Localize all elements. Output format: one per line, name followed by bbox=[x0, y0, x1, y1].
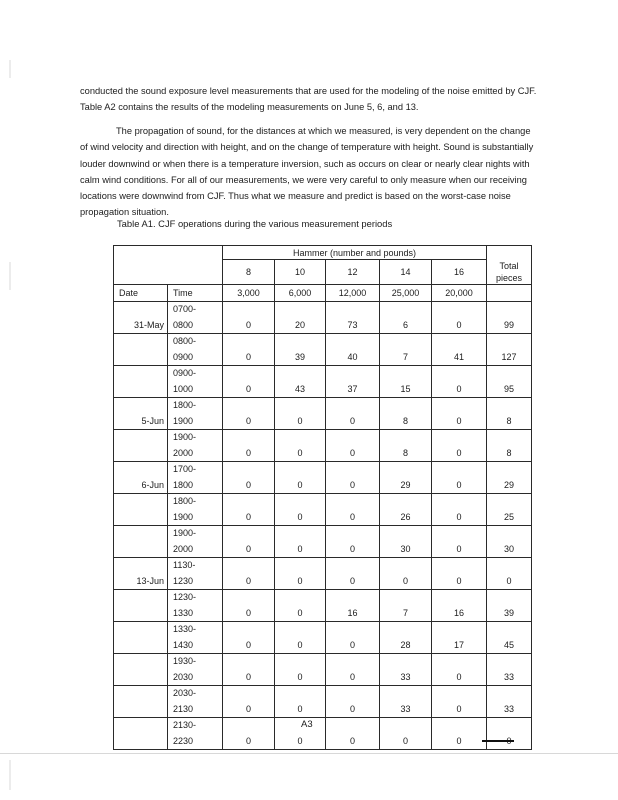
value-cell-spacer bbox=[326, 429, 380, 445]
table-row bbox=[114, 637, 532, 653]
value-cell: 0 bbox=[432, 317, 487, 333]
date-cell: 6-Jun bbox=[114, 477, 168, 493]
date-cell bbox=[114, 557, 168, 573]
value-cell-spacer bbox=[380, 461, 432, 477]
date-cell bbox=[114, 445, 168, 461]
value-cell-spacer bbox=[487, 589, 532, 605]
value-cell-spacer bbox=[326, 525, 380, 541]
hammer-number-header: 16 bbox=[432, 260, 487, 285]
value-cell-spacer bbox=[380, 333, 432, 349]
time-end-cell: 2130 bbox=[168, 701, 223, 717]
scan-edge-line bbox=[0, 753, 618, 754]
value-cell: 0 bbox=[326, 477, 380, 493]
table-row bbox=[114, 493, 532, 509]
value-cell-spacer bbox=[275, 429, 326, 445]
value-cell-spacer bbox=[380, 525, 432, 541]
body-paragraph-1: conducted the sound exposure level measurements that are used for the modeling of the noise emitted by CJF. Table A2 contains the results of the modeling measurements on June 5, 6, and 13. bbox=[80, 86, 537, 113]
header-empty-cell bbox=[114, 246, 223, 285]
value-cell-spacer bbox=[432, 301, 487, 317]
value-cell: 0 bbox=[275, 701, 326, 717]
value-cell-spacer bbox=[326, 365, 380, 381]
time-start-cell: 1800- bbox=[168, 493, 223, 509]
value-cell: 0 bbox=[380, 573, 432, 589]
value-cell-spacer bbox=[326, 653, 380, 669]
value-cell-spacer bbox=[487, 493, 532, 509]
value-cell-spacer bbox=[326, 333, 380, 349]
table-row bbox=[114, 733, 532, 749]
value-cell: 0 bbox=[223, 509, 275, 525]
value-cell-spacer bbox=[275, 461, 326, 477]
hammer-pounds-header: 6,000 bbox=[275, 285, 326, 302]
value-cell-spacer bbox=[223, 493, 275, 509]
date-cell bbox=[114, 509, 168, 525]
total-cell: 99 bbox=[487, 317, 532, 333]
total-cell: 33 bbox=[487, 701, 532, 717]
total-cell: 39 bbox=[487, 605, 532, 621]
value-cell: 0 bbox=[275, 605, 326, 621]
value-cell-spacer bbox=[275, 621, 326, 637]
time-end-cell: 1230 bbox=[168, 573, 223, 589]
time-end-cell: 2230 bbox=[168, 733, 223, 749]
table-row bbox=[114, 477, 532, 493]
value-cell: 0 bbox=[275, 637, 326, 653]
scan-artifact bbox=[9, 760, 11, 790]
value-cell-spacer bbox=[380, 493, 432, 509]
value-cell: 30 bbox=[380, 541, 432, 557]
value-cell: 20 bbox=[275, 317, 326, 333]
value-cell: 8 bbox=[380, 413, 432, 429]
value-cell-spacer bbox=[326, 717, 380, 733]
date-cell bbox=[114, 397, 168, 413]
value-cell-spacer bbox=[223, 525, 275, 541]
date-cell bbox=[114, 381, 168, 397]
group-header: Hammer (number and pounds) bbox=[223, 246, 487, 260]
value-cell-spacer bbox=[487, 685, 532, 701]
value-cell: 0 bbox=[432, 509, 487, 525]
value-cell-spacer bbox=[380, 717, 432, 733]
value-cell: 33 bbox=[380, 701, 432, 717]
total-cell: 0 bbox=[487, 573, 532, 589]
table-row bbox=[114, 541, 532, 557]
value-cell: 0 bbox=[275, 733, 326, 749]
value-cell-spacer bbox=[223, 365, 275, 381]
value-cell: 0 bbox=[223, 605, 275, 621]
time-end-cell: 1900 bbox=[168, 413, 223, 429]
time-end-cell: 1800 bbox=[168, 477, 223, 493]
value-cell-spacer bbox=[487, 653, 532, 669]
total-header-line2: pieces bbox=[495, 272, 522, 283]
time-end-cell: 1330 bbox=[168, 605, 223, 621]
hammer-pounds-header: 3,000 bbox=[223, 285, 275, 302]
value-cell-spacer bbox=[487, 461, 532, 477]
value-cell-spacer bbox=[432, 397, 487, 413]
value-cell-spacer bbox=[432, 429, 487, 445]
value-cell: 0 bbox=[223, 573, 275, 589]
value-cell: 0 bbox=[223, 477, 275, 493]
total-cell: 33 bbox=[487, 669, 532, 685]
date-cell bbox=[114, 589, 168, 605]
date-cell bbox=[114, 685, 168, 701]
total-cell: 95 bbox=[487, 381, 532, 397]
time-end-cell: 2030 bbox=[168, 669, 223, 685]
value-cell: 37 bbox=[326, 381, 380, 397]
value-cell: 0 bbox=[223, 701, 275, 717]
value-cell-spacer bbox=[223, 621, 275, 637]
table-row bbox=[114, 717, 532, 733]
value-cell-spacer bbox=[326, 493, 380, 509]
date-cell bbox=[114, 349, 168, 365]
table-row bbox=[114, 413, 532, 429]
value-cell-spacer bbox=[326, 461, 380, 477]
table-row bbox=[114, 557, 532, 573]
value-cell: 0 bbox=[326, 413, 380, 429]
time-start-cell: 0800- bbox=[168, 333, 223, 349]
value-cell-spacer bbox=[487, 525, 532, 541]
value-cell-spacer bbox=[275, 493, 326, 509]
value-cell-spacer bbox=[223, 685, 275, 701]
hammer-number-header: 10 bbox=[275, 260, 326, 285]
value-cell: 0 bbox=[326, 733, 380, 749]
table-row bbox=[114, 461, 532, 477]
table-row bbox=[114, 685, 532, 701]
value-cell: 41 bbox=[432, 349, 487, 365]
value-cell: 0 bbox=[223, 317, 275, 333]
value-cell-spacer bbox=[223, 653, 275, 669]
value-cell-spacer bbox=[326, 685, 380, 701]
date-cell bbox=[114, 669, 168, 685]
hammer-pounds-header: 12,000 bbox=[326, 285, 380, 302]
value-cell: 0 bbox=[275, 413, 326, 429]
date-cell bbox=[114, 733, 168, 749]
value-cell: 17 bbox=[432, 637, 487, 653]
time-end-cell: 0900 bbox=[168, 349, 223, 365]
value-cell: 29 bbox=[380, 477, 432, 493]
value-cell-spacer bbox=[432, 685, 487, 701]
value-cell-spacer bbox=[380, 621, 432, 637]
total-cell: 8 bbox=[487, 445, 532, 461]
value-cell: 0 bbox=[275, 509, 326, 525]
table-header-row bbox=[114, 246, 532, 260]
table-row bbox=[114, 397, 532, 413]
total-cell: 29 bbox=[487, 477, 532, 493]
value-cell: 0 bbox=[275, 445, 326, 461]
time-start-cell: 2030- bbox=[168, 685, 223, 701]
table-row bbox=[114, 525, 532, 541]
date-cell bbox=[114, 541, 168, 557]
value-cell: 7 bbox=[380, 605, 432, 621]
value-cell-spacer bbox=[380, 589, 432, 605]
value-cell-spacer bbox=[380, 397, 432, 413]
value-cell-spacer bbox=[432, 653, 487, 669]
table-row bbox=[114, 621, 532, 637]
value-cell-spacer bbox=[275, 397, 326, 413]
time-start-cell: 0700- bbox=[168, 301, 223, 317]
time-end-cell: 1430 bbox=[168, 637, 223, 653]
value-cell-spacer bbox=[326, 301, 380, 317]
value-cell: 0 bbox=[326, 573, 380, 589]
table-row bbox=[114, 349, 532, 365]
time-start-cell: 1130- bbox=[168, 557, 223, 573]
value-cell-spacer bbox=[432, 365, 487, 381]
table-caption: Table A1. CJF operations during the various measurement periods bbox=[117, 218, 393, 229]
value-cell: 0 bbox=[432, 701, 487, 717]
total-cell: 45 bbox=[487, 637, 532, 653]
date-cell: 31-May bbox=[114, 317, 168, 333]
value-cell: 0 bbox=[223, 349, 275, 365]
scan-artifact bbox=[9, 262, 11, 290]
value-cell: 0 bbox=[223, 541, 275, 557]
value-cell: 0 bbox=[223, 381, 275, 397]
value-cell-spacer bbox=[432, 621, 487, 637]
value-cell-spacer bbox=[380, 301, 432, 317]
value-cell-spacer bbox=[223, 333, 275, 349]
table-row bbox=[114, 573, 532, 589]
value-cell-spacer bbox=[487, 397, 532, 413]
value-cell: 16 bbox=[326, 605, 380, 621]
value-cell: 7 bbox=[380, 349, 432, 365]
value-cell: 40 bbox=[326, 349, 380, 365]
value-cell: 0 bbox=[223, 445, 275, 461]
value-cell: 15 bbox=[380, 381, 432, 397]
date-cell bbox=[114, 637, 168, 653]
value-cell-spacer bbox=[432, 493, 487, 509]
time-start-cell: 1930- bbox=[168, 653, 223, 669]
value-cell-spacer bbox=[223, 429, 275, 445]
value-cell: 0 bbox=[326, 541, 380, 557]
value-cell-spacer bbox=[380, 429, 432, 445]
value-cell: 16 bbox=[432, 605, 487, 621]
time-start-cell: 2130- bbox=[168, 717, 223, 733]
value-cell: 0 bbox=[432, 733, 487, 749]
value-cell-spacer bbox=[275, 525, 326, 541]
time-end-cell: 2000 bbox=[168, 445, 223, 461]
value-cell: 8 bbox=[380, 445, 432, 461]
date-cell bbox=[114, 333, 168, 349]
date-cell bbox=[114, 429, 168, 445]
value-cell: 33 bbox=[380, 669, 432, 685]
value-cell: 6 bbox=[380, 317, 432, 333]
date-cell bbox=[114, 525, 168, 541]
header-blank-cell bbox=[487, 246, 532, 260]
value-cell: 0 bbox=[326, 445, 380, 461]
value-cell: 0 bbox=[432, 541, 487, 557]
value-cell-spacer bbox=[432, 525, 487, 541]
operations-table bbox=[113, 245, 532, 750]
date-cell bbox=[114, 365, 168, 381]
time-start-cell: 0900- bbox=[168, 365, 223, 381]
time-start-cell: 1330- bbox=[168, 621, 223, 637]
value-cell: 43 bbox=[275, 381, 326, 397]
value-cell-spacer bbox=[223, 397, 275, 413]
value-cell: 28 bbox=[380, 637, 432, 653]
value-cell-spacer bbox=[275, 333, 326, 349]
value-cell: 0 bbox=[223, 637, 275, 653]
value-cell-spacer bbox=[487, 717, 532, 733]
value-cell-spacer bbox=[326, 621, 380, 637]
value-cell: 0 bbox=[432, 381, 487, 397]
table-row bbox=[114, 317, 532, 333]
value-cell-spacer bbox=[487, 301, 532, 317]
date-cell: 13-Jun bbox=[114, 573, 168, 589]
value-cell-spacer bbox=[326, 557, 380, 573]
time-start-cell: 1230- bbox=[168, 589, 223, 605]
value-cell: 0 bbox=[326, 637, 380, 653]
time-start-cell: 1900- bbox=[168, 525, 223, 541]
date-cell bbox=[114, 717, 168, 733]
time-end-cell: 1000 bbox=[168, 381, 223, 397]
value-cell-spacer bbox=[275, 589, 326, 605]
date-cell: 5-Jun bbox=[114, 413, 168, 429]
value-cell-spacer bbox=[275, 365, 326, 381]
date-cell bbox=[114, 653, 168, 669]
date-cell bbox=[114, 301, 168, 317]
hammer-number-header: 12 bbox=[326, 260, 380, 285]
value-cell-spacer bbox=[432, 717, 487, 733]
date-header: Date bbox=[114, 285, 168, 302]
value-cell: 0 bbox=[223, 413, 275, 429]
total-cell: 30 bbox=[487, 541, 532, 557]
date-cell bbox=[114, 461, 168, 477]
footer-rule bbox=[482, 740, 514, 742]
value-cell: 0 bbox=[432, 669, 487, 685]
date-cell bbox=[114, 701, 168, 717]
table-row bbox=[114, 589, 532, 605]
value-cell: 0 bbox=[223, 733, 275, 749]
value-cell-spacer bbox=[380, 685, 432, 701]
value-cell-spacer bbox=[275, 557, 326, 573]
value-cell: 0 bbox=[432, 413, 487, 429]
total-cell: 8 bbox=[487, 413, 532, 429]
table-row bbox=[114, 653, 532, 669]
value-cell-spacer bbox=[487, 557, 532, 573]
total-header-line1: Total bbox=[499, 260, 519, 271]
value-cell: 0 bbox=[432, 573, 487, 589]
time-end-cell: 1900 bbox=[168, 509, 223, 525]
table-row bbox=[114, 509, 532, 525]
time-header: Time bbox=[168, 285, 223, 302]
table-row bbox=[114, 701, 532, 717]
table-row bbox=[114, 381, 532, 397]
value-cell-spacer bbox=[275, 653, 326, 669]
value-cell-spacer bbox=[275, 717, 326, 733]
value-cell-spacer bbox=[223, 589, 275, 605]
date-cell bbox=[114, 605, 168, 621]
value-cell-spacer bbox=[275, 301, 326, 317]
table-row bbox=[114, 301, 532, 317]
value-cell-spacer bbox=[432, 557, 487, 573]
value-cell: 73 bbox=[326, 317, 380, 333]
value-cell: 0 bbox=[326, 509, 380, 525]
time-end-cell: 2000 bbox=[168, 541, 223, 557]
value-cell: 0 bbox=[223, 669, 275, 685]
table-row bbox=[114, 333, 532, 349]
value-cell-spacer bbox=[487, 333, 532, 349]
value-cell-spacer bbox=[380, 365, 432, 381]
total-cell: 127 bbox=[487, 349, 532, 365]
value-cell-spacer bbox=[326, 397, 380, 413]
value-cell-spacer bbox=[275, 685, 326, 701]
table-row bbox=[114, 669, 532, 685]
value-cell-spacer bbox=[487, 621, 532, 637]
value-cell-spacer bbox=[432, 461, 487, 477]
value-cell: 0 bbox=[275, 573, 326, 589]
value-cell-spacer bbox=[487, 365, 532, 381]
value-cell: 0 bbox=[326, 701, 380, 717]
value-cell-spacer bbox=[223, 717, 275, 733]
value-cell-spacer bbox=[223, 557, 275, 573]
value-cell-spacer bbox=[432, 589, 487, 605]
table-row bbox=[114, 365, 532, 381]
total-header bbox=[487, 260, 532, 285]
total-cell: 25 bbox=[487, 509, 532, 525]
value-cell-spacer bbox=[223, 301, 275, 317]
hammer-pounds-header: 20,000 bbox=[432, 285, 487, 302]
date-cell bbox=[114, 493, 168, 509]
value-cell: 0 bbox=[275, 669, 326, 685]
value-cell-spacer bbox=[380, 653, 432, 669]
table-row bbox=[114, 605, 532, 621]
value-cell: 0 bbox=[432, 445, 487, 461]
time-end-cell: 0800 bbox=[168, 317, 223, 333]
hammer-pounds-header: 25,000 bbox=[380, 285, 432, 302]
value-cell: 26 bbox=[380, 509, 432, 525]
value-cell-spacer bbox=[326, 589, 380, 605]
hammer-number-header: 14 bbox=[380, 260, 432, 285]
operations-table-body bbox=[114, 246, 532, 750]
value-cell-spacer bbox=[487, 429, 532, 445]
table-row bbox=[114, 445, 532, 461]
hammer-number-header: 8 bbox=[223, 260, 275, 285]
table-header-row bbox=[114, 285, 532, 302]
table-row bbox=[114, 429, 532, 445]
value-cell: 0 bbox=[326, 669, 380, 685]
value-cell: 0 bbox=[275, 477, 326, 493]
value-cell: 0 bbox=[380, 733, 432, 749]
value-cell-spacer bbox=[380, 557, 432, 573]
time-start-cell: 1700- bbox=[168, 461, 223, 477]
header-blank-cell bbox=[487, 285, 532, 302]
date-cell bbox=[114, 621, 168, 637]
page-number: A3 bbox=[301, 719, 313, 730]
value-cell-spacer bbox=[223, 461, 275, 477]
scan-artifact bbox=[9, 60, 11, 78]
value-cell-spacer bbox=[432, 333, 487, 349]
value-cell: 0 bbox=[275, 541, 326, 557]
value-cell: 0 bbox=[432, 477, 487, 493]
time-start-cell: 1900- bbox=[168, 429, 223, 445]
time-start-cell: 1800- bbox=[168, 397, 223, 413]
value-cell: 39 bbox=[275, 349, 326, 365]
body-paragraph-2: The propagation of sound, for the distances at which we measured, is very dependent on the change of wind velocity and direction with height, and on the change of temperature with height. Sound is substantially louder downwind or when there is a temperature inversion, such as occurs on clear or nearly clear nights with calm wind conditions. For all of our measurements, we were very careful to only measure when our receiving locations were downwind from CJF. Thus what we measure and predict is based on the worst-case noise propagation situation. bbox=[80, 126, 534, 218]
